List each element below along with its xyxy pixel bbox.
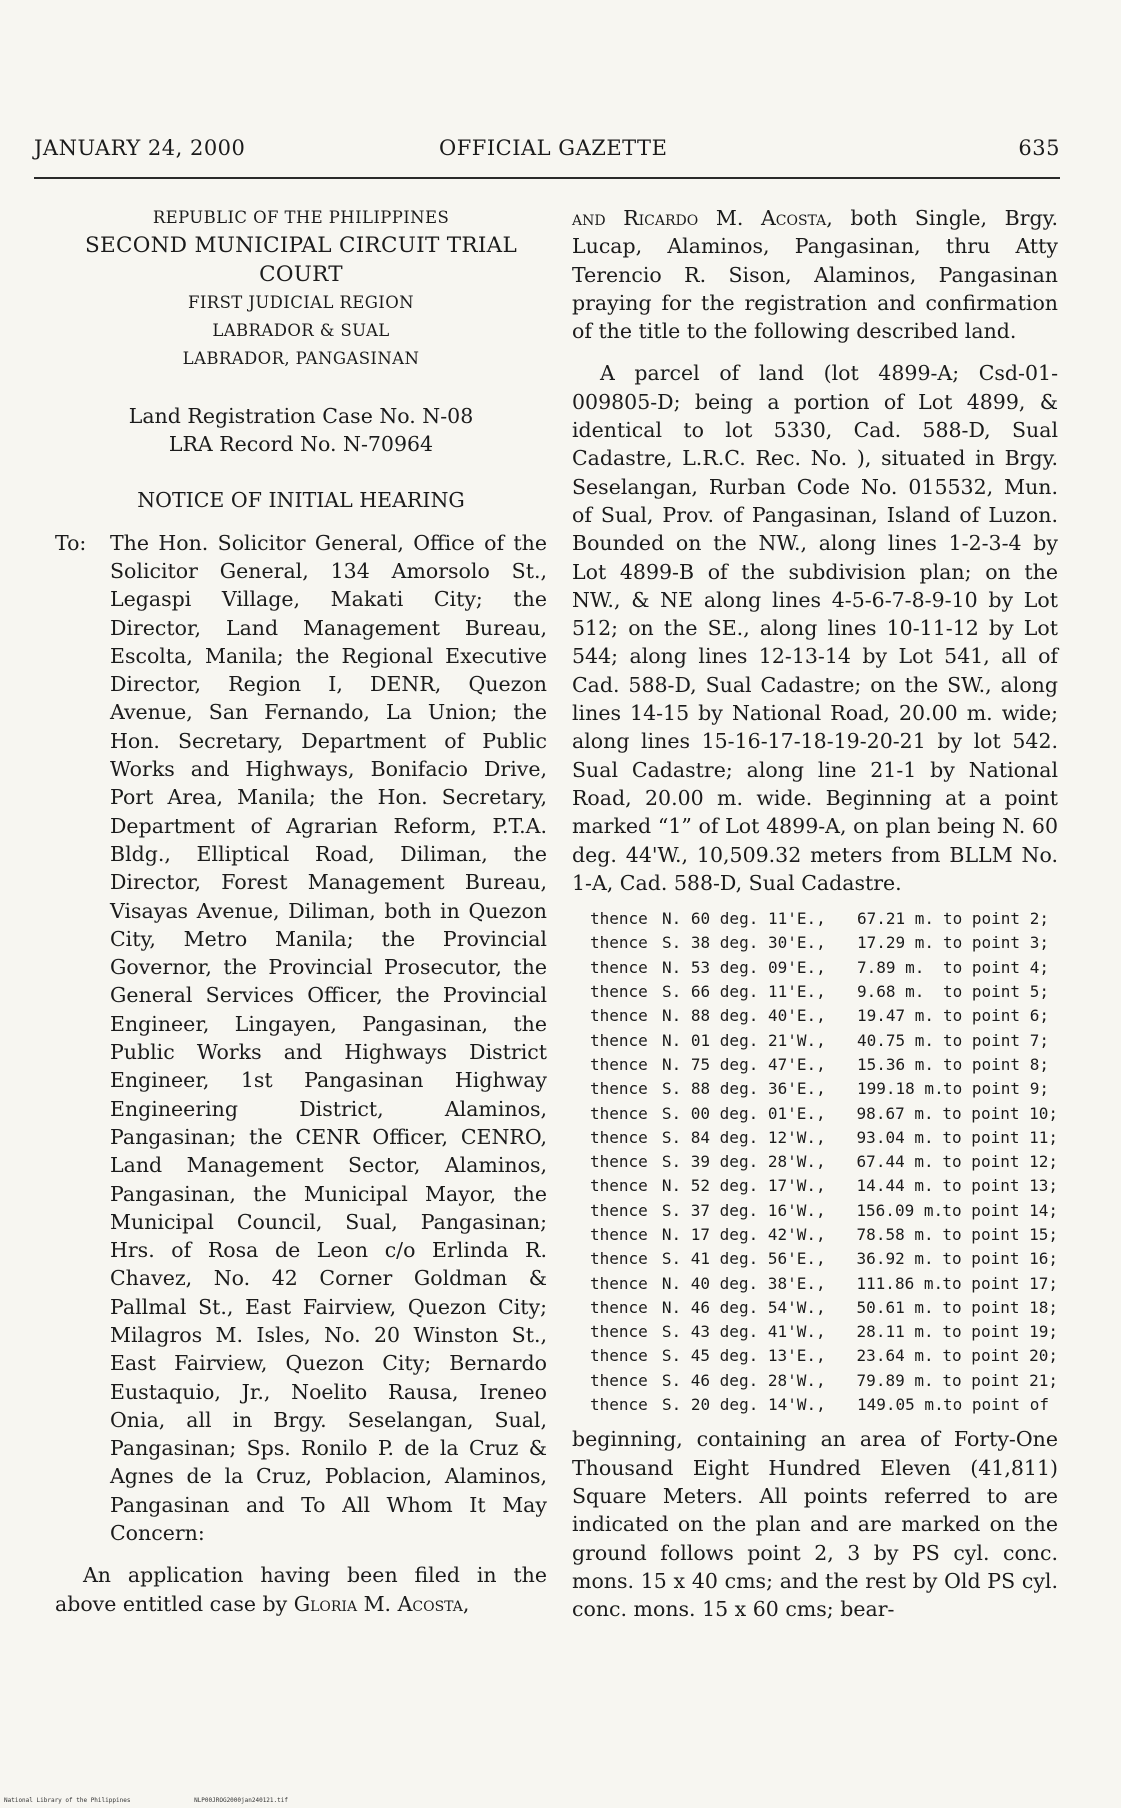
- bearing-distance: 14.44 m.: [856, 1176, 934, 1196]
- bearing-direction: S. 84 deg. 12'W.,: [661, 1127, 826, 1147]
- bearing-target: to point 16;: [942, 1249, 1058, 1269]
- bearing-direction: N. 40 deg. 38'E.,: [661, 1273, 826, 1293]
- bearing-direction: S. 45 deg. 13'E.,: [661, 1346, 826, 1366]
- bearing-distance: 149.05 m.: [857, 1395, 944, 1415]
- application-text: An application having been filed in the above entitled case by: [55, 1563, 547, 1616]
- bearing-thence: thence: [590, 957, 648, 977]
- bearing-row: [590, 1126, 1058, 1150]
- bearing-direction: N. 60 deg. 11'E.,: [662, 909, 826, 929]
- bearing-row: [590, 1272, 1058, 1296]
- bearing-distance: 23.64 m.: [856, 1346, 934, 1366]
- bearing-target: to point 20;: [942, 1346, 1058, 1366]
- bearing-thence: thence: [590, 909, 648, 929]
- bearing-row: [590, 956, 1058, 980]
- page-header: [34, 136, 1060, 166]
- bearing-thence: thence: [590, 1176, 648, 1196]
- bearing-row: [590, 1393, 1058, 1417]
- to-label: To:: [55, 530, 87, 555]
- bearing-row: [590, 1247, 1058, 1271]
- bearing-target: to point 14;: [942, 1200, 1058, 1220]
- co-applicant-name: and Ricardo M. Acosta,: [572, 206, 833, 230]
- bearing-target: to point 18;: [942, 1297, 1058, 1317]
- bearing-distance: 78.58 m.: [856, 1224, 934, 1244]
- bearing-direction: S. 00 deg. 01'E.,: [661, 1103, 826, 1123]
- closing-paragraph: beginning, containing an area of Forty-One Thousand Eight Hundred Eleven (41,811) Square Meters. All points referred to are indicated on the plan and are marked on the ground follows point 2, 3 by PS cyl. conc. mons. 15 x 40 cms; and the rest by Old PS cyl. conc. mons. 15 x 60 cms; bear-: [572, 1427, 1058, 1622]
- bearing-distance: 156.09 m.: [856, 1200, 944, 1220]
- bearing-row: [590, 1004, 1058, 1028]
- bearing-distance: 36.92 m.: [856, 1249, 934, 1269]
- application-continued-text: both Single, Brgy. Lucap, Alaminos, Pangasinan, thru Atty Terencio R. Sison, Alaminos, Pangasinan praying for the registration and confirmation of the title to the following described land.: [572, 206, 1058, 344]
- bearing-distance: 7.89 m.: [857, 957, 925, 977]
- court-heading-line2: COURT: [259, 261, 343, 287]
- bearing-thence: thence: [590, 1103, 648, 1123]
- bearing-distance: 93.04 m.: [856, 1127, 934, 1147]
- bearing-thence: thence: [590, 1346, 648, 1366]
- bearing-thence: thence: [590, 933, 648, 953]
- bearing-target: to point 19;: [942, 1322, 1058, 1342]
- bearing-direction: S. 43 deg. 41'W.,: [661, 1322, 826, 1342]
- bearing-thence: thence: [590, 1030, 648, 1050]
- bearing-target: to point 7;: [943, 1030, 1049, 1050]
- bearing-distance: 98.67 m.: [856, 1103, 934, 1123]
- bearing-target: to point 5;: [943, 982, 1049, 1002]
- header-title: OFFICIAL GAZETTE: [439, 136, 668, 160]
- bearing-direction: S. 41 deg. 56'E.,: [661, 1249, 826, 1269]
- location-heading: LABRADOR, PANGASINAN: [182, 349, 420, 369]
- bearing-direction: S. 38 deg. 30'E.,: [662, 933, 826, 953]
- bearing-row: [590, 1174, 1058, 1198]
- header-date: JANUARY 24, 2000: [34, 136, 246, 160]
- bearing-direction: S. 66 deg. 11'E.,: [662, 982, 826, 1002]
- bearing-distance: 67.21 m.: [857, 909, 935, 929]
- bearing-target: to point 2;: [943, 909, 1049, 929]
- bearing-target: to point 9;: [943, 1079, 1049, 1099]
- bearing-direction: N. 52 deg. 17'W.,: [661, 1176, 826, 1196]
- bearing-distance: 50.61 m.: [856, 1297, 934, 1317]
- parcel-description: A parcel of land (lot 4899-A; Csd-01-009805-D; being a portion of Lot 4899, & identical to lot 5330, Cad. 588-D, Sual Cadastre, L.R.C. Rec. No. ), situated in Brgy. Seselangan, Rurban Code No. 015532, Mun. of Sual, Prov. of Pangasinan, Island of Luzon. Bounded on the NW., along lines 1-2-3-4 by Lot 4899-B of the subdivision plan; on the NW., & NE along lines 4-5-6-7-8-9-10 by Lot 512; on the SE., along lines 10-11-12 by Lot 544; along lines 12-13-14 by Lot 541, all of Cad. 588-D, Sual Cadastre; on the SW., along lines 14-15 by National Road, 20.00 m. wide; along lines 15-16-17-18-19-20-21 by lot 542. Sual Cadastre; along line 21-1 by National Road, 20.00 m. wide. Beginning at a point marked “1” of Lot 4899-A, on plan being N. 60 deg. 44'W., 10,509.32 meters from BLLM No. 1-A, Cad. 588-D, Sual Cadastre.: [572, 361, 1058, 895]
- bearing-thence: thence: [590, 1079, 648, 1099]
- bearing-row: [590, 1077, 1058, 1101]
- bearing-target: to point 8;: [943, 1054, 1049, 1074]
- case-number: Land Registration Case No. N-08: [128, 403, 474, 428]
- bearing-target: to point of: [943, 1395, 1049, 1415]
- bearing-distance: 199.18 m.: [857, 1079, 944, 1099]
- bearing-thence: thence: [590, 1006, 648, 1026]
- bearing-row: [590, 931, 1058, 955]
- court-heading-line1: SECOND MUNICIPAL CIRCUIT TRIAL: [84, 233, 518, 259]
- bearing-direction: N. 88 deg. 40'E.,: [662, 1006, 826, 1026]
- bearing-distance: 19.47 m.: [857, 1006, 935, 1026]
- bearing-thence: thence: [590, 1127, 648, 1147]
- bearing-thence: thence: [590, 982, 648, 1002]
- application-continued: [572, 204, 1058, 345]
- bearing-direction: S. 46 deg. 28'W.,: [661, 1370, 826, 1390]
- bearing-target: to point 13;: [942, 1176, 1058, 1196]
- footer-library: National Library of the Philippines: [4, 1797, 131, 1804]
- bearing-distance: 17.29 m.: [857, 933, 935, 953]
- right-column: [572, 204, 1058, 1623]
- bearing-thence: thence: [590, 1370, 648, 1390]
- bearing-distance: 15.36 m.: [857, 1054, 935, 1074]
- bearing-target: to point 3;: [943, 933, 1049, 953]
- bearing-row: [590, 1320, 1058, 1344]
- bearing-direction: N. 53 deg. 09'E.,: [662, 957, 826, 977]
- bearing-distance: 28.11 m.: [856, 1322, 934, 1342]
- bearing-thence: thence: [590, 1322, 648, 1342]
- scan-footer: [4, 1797, 348, 1804]
- bearing-target: to point 11;: [942, 1127, 1058, 1147]
- bearing-direction: S. 20 deg. 14'W.,: [662, 1395, 826, 1415]
- bearing-target: to point 4;: [943, 957, 1049, 977]
- bearing-distance: 9.68 m.: [857, 982, 925, 1002]
- bearing-thence: thence: [590, 1200, 648, 1220]
- bearing-thence: thence: [590, 1273, 648, 1293]
- bearing-direction: S. 88 deg. 36'E.,: [662, 1079, 826, 1099]
- bearing-thence: thence: [590, 1152, 648, 1172]
- bearing-distance: 67.44 m.: [856, 1152, 934, 1172]
- bearings-table: [590, 907, 1058, 1417]
- bearing-direction: N. 17 deg. 42'W.,: [661, 1224, 826, 1244]
- bearing-row: [590, 1102, 1058, 1126]
- bearing-row: [590, 1369, 1058, 1393]
- bearing-row: [590, 1150, 1058, 1174]
- bearing-thence: thence: [590, 1224, 648, 1244]
- bearing-distance: 79.89 m.: [856, 1370, 934, 1390]
- bearing-row: [590, 1053, 1058, 1077]
- bearing-direction: N. 46 deg. 54'W.,: [661, 1297, 826, 1317]
- header-rule: [34, 177, 1060, 179]
- bearing-row: [590, 1199, 1058, 1223]
- bearing-target: to point 6;: [943, 1006, 1049, 1026]
- bearing-row: [590, 1296, 1058, 1320]
- bearing-thence: thence: [590, 1297, 648, 1317]
- bearing-target: to point 17;: [942, 1273, 1058, 1293]
- bearing-direction: S. 39 deg. 28'W.,: [661, 1152, 826, 1172]
- bearing-distance: 40.75 m.: [857, 1030, 935, 1050]
- towns-heading: LABRADOR & SUAL: [212, 321, 390, 341]
- republic-heading: REPUBLIC OF THE PHILIPPINES: [152, 208, 450, 227]
- left-column: [55, 204, 547, 1618]
- bearing-direction: S. 37 deg. 16'W.,: [661, 1200, 826, 1220]
- bearing-thence: thence: [590, 1395, 648, 1415]
- bearing-target: to point 15;: [942, 1224, 1058, 1244]
- bearing-thence: thence: [590, 1054, 648, 1074]
- bearing-distance: 111.86 m.: [856, 1273, 944, 1293]
- bearing-thence: thence: [590, 1249, 648, 1269]
- bearing-row: [590, 1223, 1058, 1247]
- bearing-target: to point 10;: [942, 1103, 1058, 1123]
- footer-file: NLP00JROG2000jan240121.tif: [194, 1797, 288, 1804]
- bearing-direction: N. 01 deg. 21'W.,: [662, 1030, 826, 1050]
- notice-title: NOTICE OF INITIAL HEARING: [137, 488, 465, 513]
- bearing-direction: N. 75 deg. 47'E.,: [662, 1054, 826, 1074]
- record-number: LRA Record No. N-70964: [168, 432, 434, 457]
- applicant-name: Gloria M. Acosta,: [293, 1591, 470, 1616]
- bearing-row: [590, 1029, 1058, 1053]
- addressees-block: [55, 529, 547, 1548]
- bearing-target: to point 21;: [942, 1370, 1058, 1390]
- bearing-row: [590, 1344, 1058, 1368]
- bearing-row: [590, 980, 1058, 1004]
- bearing-row: [590, 907, 1058, 931]
- bearing-target: to point 12;: [942, 1152, 1058, 1172]
- addressees-text: The Hon. Solicitor General, Office of the Solicitor General, 134 Amorsolo St., Legaspi Village, Makati City; the Director, Land Management Bureau, Escolta, Manila; the Regional Executive Director, Region I, DENR, Quezon Avenue, San Fernando, La Union; the Hon. Secretary, Department of Public Works and Highways, Bonifacio Drive, Port Area, Manila; the Hon. Secretary, Department of Agrarian Reform, P.T.A. Bldg., Elliptical Road, Diliman, the Director, Forest Management Bureau, Visayas Avenue, Diliman, both in Quezon City, Metro Manila; the Provincial Governor, the Provincial Prosecutor, the General Services Officer, the Provincial Engineer, Lingayen, Pangasinan, the Public Works and Highways District Engineer, 1st Pangasinan Highway Engineering District, Alaminos, Pangasinan; the CENR Officer, CENRO, Land Management Sector, Alaminos, Pangasinan, the Municipal Mayor, the Municipal Council, Sual, Pangasinan; Hrs. of Rosa de Leon c/o Erlinda R. Chavez, No. 42 Corner Goldman & Pallmal St., East Fairview, Quezon City; Milagros M. Isles, No. 20 Winston St., East Fairview, Quezon City; Bernardo Eustaquio, Jr., Noelito Rausa, Ireneo Onia, all in Brgy. Seselangan, Sual, Pangasinan; Sps. Ronilo P. de la Cruz & Agnes de la Cruz, Poblacion, Alaminos, Pangasinan and To All Whom It May Concern:: [110, 530, 547, 1546]
- application-paragraph: [55, 1561, 547, 1618]
- region-heading: FIRST JUDICIAL REGION: [187, 292, 414, 312]
- header-page-number: 635: [1018, 136, 1060, 160]
